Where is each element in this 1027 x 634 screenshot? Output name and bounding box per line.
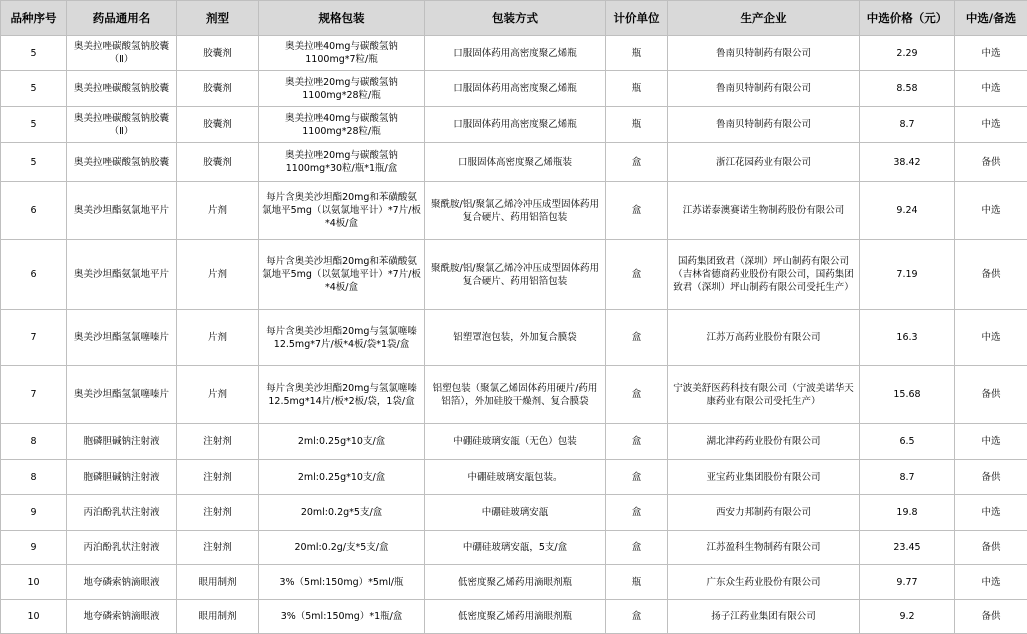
header-status: 中选/备选: [955, 1, 1027, 36]
cell-status: 中选: [955, 310, 1027, 366]
cell-unit: 盒: [606, 310, 668, 366]
cell-drug-name: 胞磷胆碱钠注射液: [67, 460, 177, 495]
cell-manufacturer: 亚宝药业集团股份有限公司: [668, 460, 860, 495]
cell-price: 7.19: [860, 240, 955, 310]
cell-packaging: 低密度聚乙烯药用滴眼剂瓶: [425, 565, 606, 600]
cell-packaging: 中硼硅玻璃安瓿包装。: [425, 460, 606, 495]
cell-manufacturer: 西安力邦制药有限公司: [668, 495, 860, 531]
cell-packaging: 中硼硅玻璃安瓿（无色）包装: [425, 424, 606, 460]
cell-price: 8.7: [860, 460, 955, 495]
cell-status: 中选: [955, 182, 1027, 240]
cell-price: 15.68: [860, 366, 955, 424]
cell-drug-name: 奥美沙坦酯氨氯地平片: [67, 182, 177, 240]
table-row: [1, 565, 1027, 600]
cell-seq: 6: [1, 182, 67, 240]
cell-seq: 7: [1, 310, 67, 366]
cell-unit: 盒: [606, 366, 668, 424]
table-row: [1, 424, 1027, 460]
cell-price: 9.2: [860, 600, 955, 634]
cell-manufacturer: 湖北津药药业股份有限公司: [668, 424, 860, 460]
table-row: [1, 460, 1027, 495]
cell-manufacturer: 广东众生药业股份有限公司: [668, 565, 860, 600]
cell-dosage-form: 注射剂: [177, 424, 259, 460]
cell-drug-name: 奥美拉唑碳酸氢钠胶囊: [67, 143, 177, 182]
cell-drug-name: 丙泊酚乳状注射液: [67, 531, 177, 565]
cell-seq: 5: [1, 36, 67, 71]
cell-status: 中选: [955, 107, 1027, 143]
cell-price: 38.42: [860, 143, 955, 182]
cell-price: 16.3: [860, 310, 955, 366]
cell-price: 8.58: [860, 71, 955, 107]
cell-dosage-form: 胶囊剂: [177, 143, 259, 182]
cell-spec: 每片含奥美沙坦酯20mg与氢氯噻嗪12.5mg*7片/板*4板/袋*1袋/盒: [259, 310, 425, 366]
cell-manufacturer: 鲁南贝特制药有限公司: [668, 107, 860, 143]
cell-dosage-form: 眼用制剂: [177, 600, 259, 634]
header-drug-name: 药品通用名: [67, 1, 177, 36]
cell-packaging: 聚酰胺/铝/聚氯乙烯冷冲压成型固体药用复合硬片、药用铝箔包装: [425, 240, 606, 310]
cell-status: 备供: [955, 143, 1027, 182]
table-row: [1, 182, 1027, 240]
cell-packaging: 口服固体高密度聚乙烯瓶装: [425, 143, 606, 182]
cell-packaging: 口服固体药用高密度聚乙烯瓶: [425, 36, 606, 71]
cell-unit: 盒: [606, 240, 668, 310]
cell-unit: 瓶: [606, 565, 668, 600]
cell-seq: 9: [1, 531, 67, 565]
cell-spec: 每片含奥美沙坦酯20mg和苯磺酸氨氯地平5mg（以氨氯地平计）*7片/板*4板/盒: [259, 182, 425, 240]
cell-drug-name: 奥美沙坦酯氨氯地平片: [67, 240, 177, 310]
table-row: [1, 531, 1027, 565]
header-spec: 规格包装: [259, 1, 425, 36]
table-row: [1, 143, 1027, 182]
cell-price: 9.77: [860, 565, 955, 600]
cell-spec: 2ml:0.25g*10支/盒: [259, 424, 425, 460]
cell-manufacturer: 江苏盈科生物制药有限公司: [668, 531, 860, 565]
table-row: [1, 240, 1027, 310]
cell-unit: 盒: [606, 600, 668, 634]
cell-seq: 8: [1, 424, 67, 460]
header-dosage-form: 剂型: [177, 1, 259, 36]
cell-seq: 8: [1, 460, 67, 495]
cell-packaging: 中硼硅玻璃安瓿: [425, 495, 606, 531]
cell-status: 备供: [955, 531, 1027, 565]
cell-status: 中选: [955, 36, 1027, 71]
cell-seq: 6: [1, 240, 67, 310]
cell-unit: 瓶: [606, 36, 668, 71]
header-unit: 计价单位: [606, 1, 668, 36]
cell-dosage-form: 注射剂: [177, 531, 259, 565]
cell-seq: 5: [1, 107, 67, 143]
cell-drug-name: 胞磷胆碱钠注射液: [67, 424, 177, 460]
table-header: [1, 1, 1027, 36]
cell-spec: 奥美拉唑20mg与碳酸氢钠1100mg*30粒/瓶*1瓶/盒: [259, 143, 425, 182]
cell-spec: 每片含奥美沙坦酯20mg与氢氯噻嗪12.5mg*14片/板*2板/袋，1袋/盒: [259, 366, 425, 424]
cell-dosage-form: 眼用制剂: [177, 565, 259, 600]
table-row: [1, 310, 1027, 366]
cell-status: 中选: [955, 71, 1027, 107]
cell-drug-name: 地夸磷索钠滴眼液: [67, 565, 177, 600]
cell-status: 中选: [955, 424, 1027, 460]
cell-status: 备供: [955, 240, 1027, 310]
cell-dosage-form: 胶囊剂: [177, 71, 259, 107]
cell-spec: 每片含奥美沙坦酯20mg和苯磺酸氨氯地平5mg（以氨氯地平计）*7片/板*4板/盒: [259, 240, 425, 310]
cell-unit: 盒: [606, 143, 668, 182]
cell-seq: 5: [1, 143, 67, 182]
cell-status: 备供: [955, 366, 1027, 424]
table-row: [1, 366, 1027, 424]
cell-seq: 10: [1, 600, 67, 634]
cell-drug-name: 奥美拉唑碳酸氢钠胶囊（Ⅱ）: [67, 36, 177, 71]
cell-unit: 瓶: [606, 107, 668, 143]
header-manufacturer: 生产企业: [668, 1, 860, 36]
cell-packaging: 聚酰胺/铝/聚氯乙烯冷冲压成型固体药用复合硬片、药用铝箔包装: [425, 182, 606, 240]
cell-packaging: 铝塑罩泡包装，外加复合膜袋: [425, 310, 606, 366]
cell-spec: 3%（5ml:150mg）*1瓶/盒: [259, 600, 425, 634]
cell-unit: 瓶: [606, 71, 668, 107]
cell-dosage-form: 片剂: [177, 310, 259, 366]
cell-dosage-form: 胶囊剂: [177, 36, 259, 71]
cell-drug-name: 地夸磷索钠滴眼液: [67, 600, 177, 634]
table-body: [1, 36, 1027, 634]
cell-packaging: 口服固体药用高密度聚乙烯瓶: [425, 107, 606, 143]
header-packaging: 包装方式: [425, 1, 606, 36]
header-seq: 品种序号: [1, 1, 67, 36]
cell-price: 23.45: [860, 531, 955, 565]
cell-status: 中选: [955, 495, 1027, 531]
cell-spec: 2ml:0.25g*10支/盒: [259, 460, 425, 495]
cell-dosage-form: 胶囊剂: [177, 107, 259, 143]
cell-price: 19.8: [860, 495, 955, 531]
cell-dosage-form: 注射剂: [177, 460, 259, 495]
table-row: [1, 36, 1027, 71]
cell-spec: 3%（5ml:150mg）*5ml/瓶: [259, 565, 425, 600]
cell-spec: 20ml:0.2g*5支/盒: [259, 495, 425, 531]
header-price: 中选价格（元）: [860, 1, 955, 36]
cell-seq: 9: [1, 495, 67, 531]
cell-packaging: 口服固体药用高密度聚乙烯瓶: [425, 71, 606, 107]
cell-drug-name: 奥美拉唑碳酸氢钠胶囊（Ⅱ）: [67, 107, 177, 143]
cell-manufacturer: 扬子江药业集团有限公司: [668, 600, 860, 634]
cell-price: 8.7: [860, 107, 955, 143]
cell-manufacturer: 国药集团致君（深圳）坪山制药有限公司（吉林省德商药业股份有限公司，国药集团致君（深圳）坪山制药有限公司受托生产）: [668, 240, 860, 310]
cell-seq: 7: [1, 366, 67, 424]
cell-manufacturer: 鲁南贝特制药有限公司: [668, 36, 860, 71]
cell-unit: 盒: [606, 424, 668, 460]
cell-spec: 20ml:0.2g/支*5支/盒: [259, 531, 425, 565]
cell-price: 9.24: [860, 182, 955, 240]
table-row: [1, 71, 1027, 107]
cell-unit: 盒: [606, 531, 668, 565]
cell-unit: 盒: [606, 460, 668, 495]
cell-manufacturer: 江苏万高药业股份有限公司: [668, 310, 860, 366]
table-row: [1, 600, 1027, 634]
cell-spec: 奥美拉唑20mg与碳酸氢钠1100mg*28粒/瓶: [259, 71, 425, 107]
table-row: [1, 495, 1027, 531]
cell-price: 6.5: [860, 424, 955, 460]
cell-packaging: 铝塑包装（聚氯乙烯固体药用硬片/药用铝箔），外加硅胶干燥剂、复合膜袋: [425, 366, 606, 424]
cell-dosage-form: 片剂: [177, 366, 259, 424]
cell-unit: 盒: [606, 182, 668, 240]
cell-dosage-form: 注射剂: [177, 495, 259, 531]
cell-price: 2.29: [860, 36, 955, 71]
cell-unit: 盒: [606, 495, 668, 531]
cell-dosage-form: 片剂: [177, 240, 259, 310]
cell-status: 中选: [955, 565, 1027, 600]
table-row: [1, 107, 1027, 143]
cell-seq: 10: [1, 565, 67, 600]
cell-spec: 奥美拉唑40mg与碳酸氢钠1100mg*28粒/瓶: [259, 107, 425, 143]
cell-seq: 5: [1, 71, 67, 107]
cell-status: 备供: [955, 460, 1027, 495]
cell-dosage-form: 片剂: [177, 182, 259, 240]
cell-drug-name: 奥美沙坦酯氢氯噻嗪片: [67, 366, 177, 424]
cell-drug-name: 奥美拉唑碳酸氢钠胶囊: [67, 71, 177, 107]
cell-packaging: 中硼硅玻璃安瓿，5支/盒: [425, 531, 606, 565]
cell-spec: 奥美拉唑40mg与碳酸氢钠1100mg*7粒/瓶: [259, 36, 425, 71]
cell-status: 备供: [955, 600, 1027, 634]
cell-packaging: 低密度聚乙烯药用滴眼剂瓶: [425, 600, 606, 634]
cell-manufacturer: 浙江花园药业有限公司: [668, 143, 860, 182]
cell-manufacturer: 江苏诺泰澳赛诺生物制药股份有限公司: [668, 182, 860, 240]
cell-drug-name: 丙泊酚乳状注射液: [67, 495, 177, 531]
cell-manufacturer: 鲁南贝特制药有限公司: [668, 71, 860, 107]
cell-drug-name: 奥美沙坦酯氢氯噻嗪片: [67, 310, 177, 366]
cell-manufacturer: 宁波美舒医药科技有限公司（宁波美诺华天康药业有限公司受托生产）: [668, 366, 860, 424]
